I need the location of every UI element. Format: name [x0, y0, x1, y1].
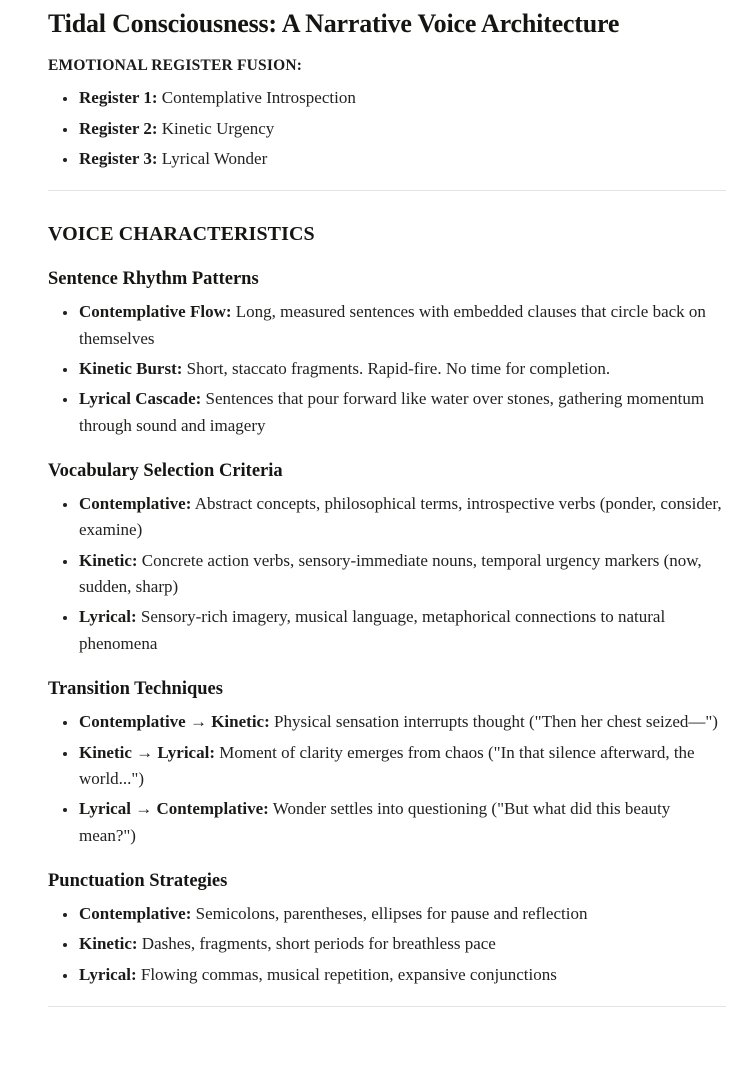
item-label: Kinetic → Lyrical: [79, 742, 215, 762]
item-label: Register 3: [79, 148, 158, 168]
item-label: Register 2: [79, 118, 158, 138]
item-text: Sentences that pour forward like water over stones, gathering momentum through sound and imagery [79, 389, 705, 435]
sentence-rhythm-list [48, 299, 726, 439]
list-item [78, 740, 726, 793]
item-label: Contemplative Flow: [79, 302, 232, 322]
item-text: Kinetic Urgency [161, 118, 275, 138]
list-item [78, 356, 726, 382]
item-label: Kinetic Burst: [79, 359, 183, 379]
item-label: Kinetic: [79, 550, 138, 570]
item-text: Sensory-rich imagery, musical language, metaphorical connections to natural phenomena [79, 607, 666, 653]
item-text: Long, measured sentences with embedded clauses that circle back on themselves [79, 302, 706, 348]
list-item [78, 491, 726, 544]
list-item [78, 901, 726, 927]
list-item [78, 85, 726, 111]
item-text: Moment of clarity emerges from chaos ("In that silence afterward, the world...") [79, 742, 695, 788]
item-text: Concrete action verbs, sensory-immediate nouns, temporal urgency markers (now, sudden, sharp) [79, 550, 702, 597]
voice-section-heading: VOICE CHARACTERISTICS [48, 223, 315, 246]
subsection-heading-sentence-rhythm: Sentence Rhythm Patterns [48, 269, 259, 290]
item-text: Abstract concepts, philosophical terms, introspective verbs (ponder, consider, examine) [79, 494, 722, 540]
item-label: Lyrical: [79, 607, 137, 627]
item-text: Physical sensation interrupts thought ("Then her chest seized—") [274, 712, 718, 732]
fusion-list [48, 85, 726, 172]
list-item [78, 146, 726, 172]
list-item [78, 548, 726, 601]
item-text: Contemplative Introspection [161, 88, 356, 108]
item-text: Semicolons, parentheses, ellipses for pause and reflection [195, 903, 588, 923]
list-item [78, 962, 726, 988]
transitions-list [48, 709, 726, 849]
list-item [78, 386, 726, 439]
item-label: Contemplative: [79, 903, 192, 923]
section-divider [48, 1006, 726, 1007]
item-label: Contemplative → Kinetic: [79, 712, 270, 732]
subsection-heading-punctuation: Punctuation Strategies [48, 870, 228, 891]
subsection-heading-transitions: Transition Techniques [48, 679, 223, 700]
list-item [78, 931, 726, 957]
page-title: Tidal Consciousness: A Narrative Voice Architecture [48, 9, 620, 38]
list-item [78, 116, 726, 142]
item-text: Lyrical Wonder [161, 148, 268, 168]
item-label: Register 1: [79, 88, 158, 108]
list-item [78, 796, 726, 849]
subsection-heading-vocabulary: Vocabulary Selection Criteria [48, 461, 283, 482]
item-label: Contemplative: [79, 494, 192, 514]
item-text: Short, staccato fragments. Rapid-fire. No time for completion. [186, 359, 611, 379]
section-divider [48, 190, 726, 191]
punctuation-list [48, 901, 726, 988]
item-label: Lyrical Cascade: [79, 389, 202, 409]
item-text: Wonder settles into questioning ("But what did this beauty mean?") [79, 799, 671, 845]
list-item [78, 709, 726, 735]
item-text: Dashes, fragments, short periods for breathless pace [141, 934, 496, 954]
list-item [78, 299, 726, 352]
item-label: Lyrical: [79, 964, 137, 984]
vocabulary-list [48, 491, 726, 657]
item-text: Flowing commas, musical repetition, expansive conjunctions [140, 964, 557, 984]
fusion-heading: EMOTIONAL REGISTER FUSION: [48, 56, 303, 74]
item-label: Lyrical → Contemplative: [79, 799, 269, 819]
list-item [78, 604, 726, 657]
item-label: Kinetic: [79, 934, 138, 954]
